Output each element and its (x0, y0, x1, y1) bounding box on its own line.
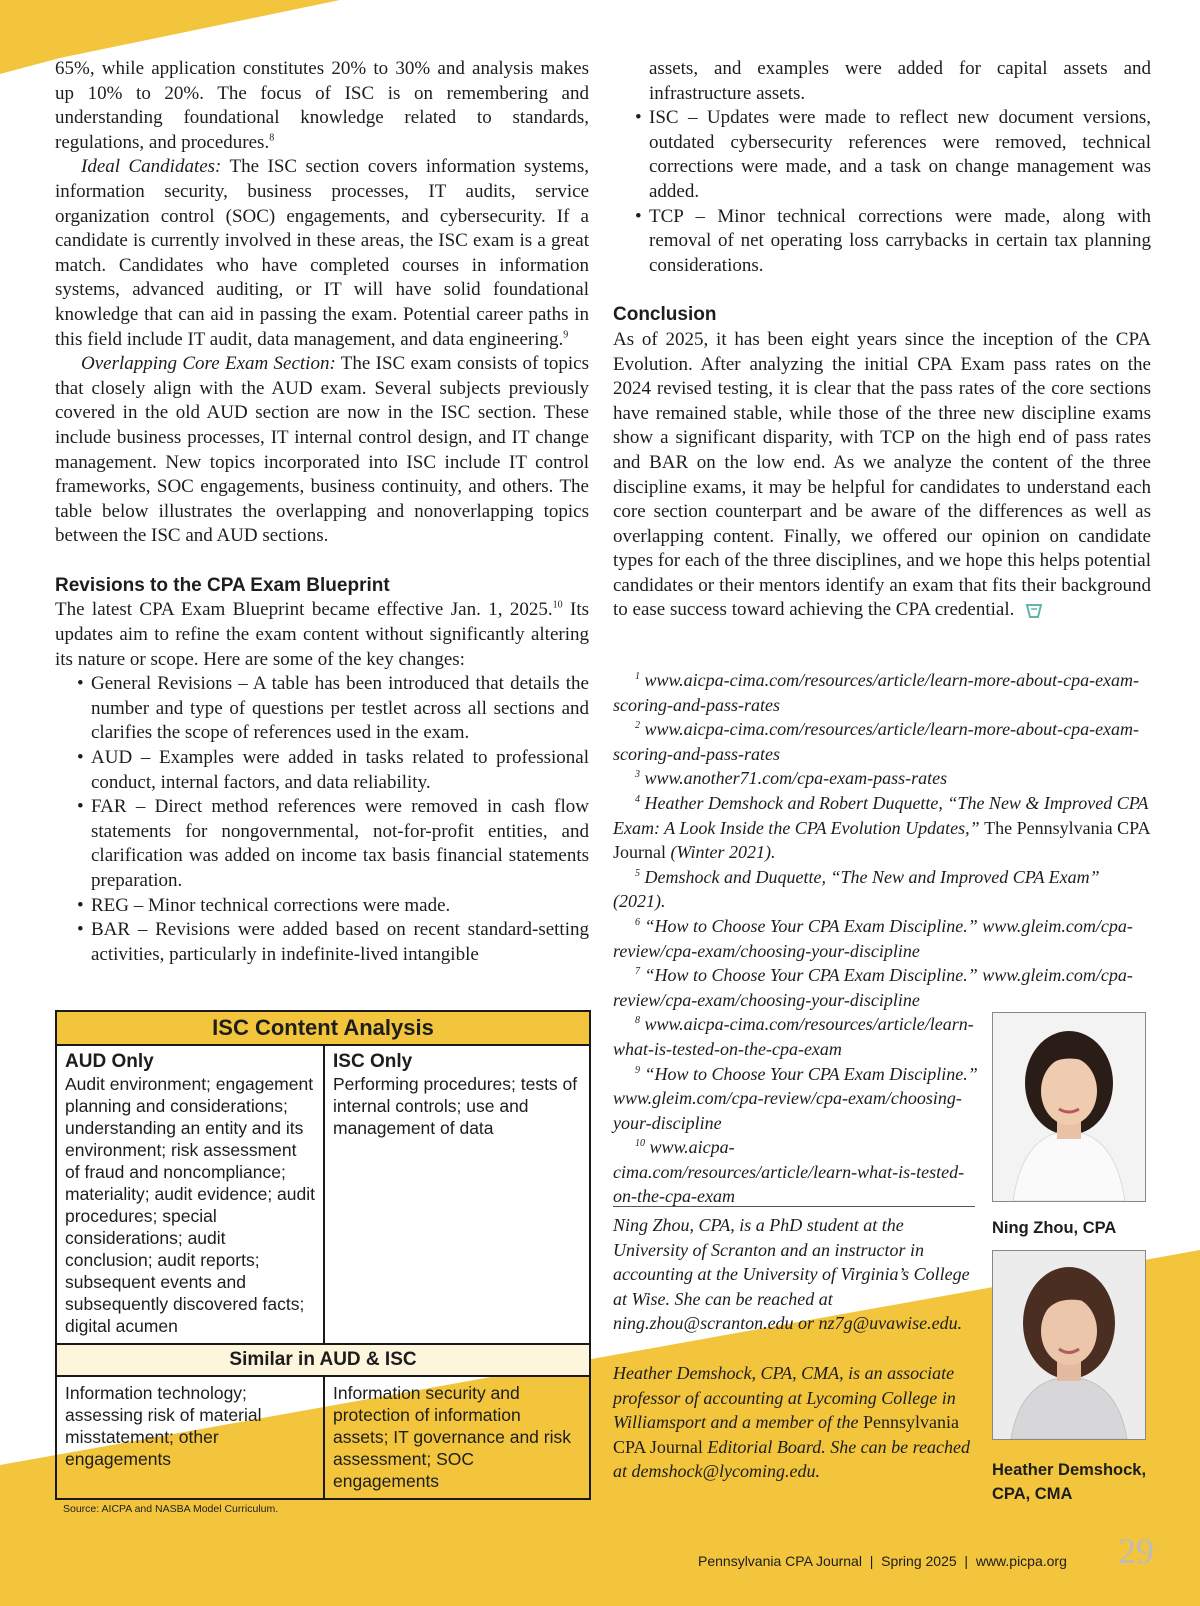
table-row-only (57, 1046, 589, 1343)
table-title: ISC Content Analysis (57, 1012, 589, 1046)
footnote-10: $^{10}$ www.aicpa-cima.com/resources/article/learn-what-is-tested-on-the-cpa-exam (613, 1137, 965, 1207)
table-head-aud-only: AUD Only (65, 1051, 154, 1072)
table-row-similar (57, 1377, 589, 1498)
bio-ning-zhou: Ning Zhou, CPA, is a PhD student at the University of Scranton and an instructor in accounting at the University of Virginia’s College at Wise. She can be reached at ning.zhou@scranton.edu or nz7g@uvawise.edu. (613, 1215, 970, 1334)
photo-heather-demshock (992, 1250, 1146, 1440)
footnote-3: $^3$ www.another71.com/cpa-exam-pass-rates (635, 768, 948, 789)
photo-caption-zhou: Ning Zhou, CPA (992, 1219, 1117, 1237)
footnote-9: $^9$ “How to Choose Your CPA Exam Discipline.” www.gleim.com/cpa-review/cpa-exam/choosing-your-discipline (613, 1063, 978, 1133)
heading-revisions: Revisions to the CPA Exam Blueprint (55, 574, 390, 596)
footnote-4: $^4$ Heather Demshock and Robert Duquette, “The New & Improved CPA Exam: A Look Inside the CPA Evolution Updates,” The Pennsylvania CPA Journal (Winter 2021). (613, 792, 1150, 863)
footnote-8: $^8$ www.aicpa-cima.com/resources/article/learn-what-is-tested-on-the-cpa-exam (613, 1014, 974, 1059)
bullet-far: • FAR – Direct method references were removed in cash flow statements for nongovernmental, not-for-profit entities, and clarification was added on income tax basis financial statements preparation. (55, 795, 589, 893)
table-cell-similar-left: Information technology; assessing risk of material misstatement; other engagements (65, 1383, 262, 1469)
bio-heather-demshock: Heather Demshock, CPA, CMA, is an associate professor of accounting at Lycoming College in Williamsport and a member of the Pennsylvania CPA Journal Editorial Board. She can be reached at demshock@lycoming.edu. (613, 1363, 970, 1482)
footnote-2: $^2$ www.aicpa-cima.com/resources/article/learn-more-about-cpa-exam-scoring-and-pass-rates (613, 719, 1140, 764)
bullet-bar: • BAR – Revisions were added based on recent standard-setting activities, particularly in indefinite-lived intangible (55, 918, 589, 967)
table-head-isc-only: ISC Only (333, 1051, 413, 1072)
bullet-general: • General Revisions – A table has been introduced that details the number and type of questions per testlet across all sections and clarifies the scope of references used in the exam. (55, 672, 589, 746)
isc-content-analysis-table (55, 1010, 591, 1500)
end-mark-icon (1025, 602, 1043, 620)
bullet-isc: • ISC – Updates were made to reflect new document versions, outdated cybersecurity references were removed, technical corrections were made, and a task on change management was added. (613, 106, 1151, 204)
table-cell-isc-only (323, 1046, 589, 1343)
paragraph-blueprint: The latest CPA Exam Blueprint became effective Jan. 1, 2025.10 Its updates aim to refine the exam content without significantly altering its nature or scope. Here are some of the key changes: (55, 599, 589, 670)
page-footer: Pennsylvania CPA Journal | Spring 2025 | www.picpa.org (698, 1553, 1067, 1569)
revision-bullet-list-continued (613, 106, 1151, 278)
table-cell-aud-only (57, 1046, 323, 1343)
bullet-tcp: • TCP – Minor technical corrections were made, along with removal of net operating loss carrybacks in certain tax planning considerations. (613, 205, 1151, 279)
revision-bullet-list (55, 672, 589, 967)
table-body-isc-only: Performing procedures; tests of internal controls; use and management of data (333, 1074, 578, 1138)
photo-caption-demshock: Heather Demshock, CPA, CMA (992, 1461, 1147, 1503)
table-cell-similar-right: Information security and protection of information assets; IT governance and risk assessment; SOC engagements (323, 1377, 589, 1498)
bio-divider (613, 1206, 975, 1207)
table-subheading-similar: Similar in AUD & ISC (57, 1343, 589, 1377)
heading-conclusion: Conclusion (613, 304, 717, 326)
bullet-aud: • AUD – Examples were added in tasks related to professional conduct, internal factors, and data reliability. (55, 746, 589, 795)
footnote-7: $^7$ “How to Choose Your CPA Exam Discipline.” www.gleim.com/cpa-review/cpa-exam/choosing-your-discipline (613, 965, 1133, 1010)
portrait-ning-zhou-image (993, 1013, 1145, 1201)
right-column (613, 57, 1151, 623)
paragraph-conclusion: As of 2025, it has been eight years since the inception of the CPA Evolution. After analyzing the initial CPA Exam pass rates on the 2024 revised testing, it is clear that the pass rates of the core sections have remained stable, while those of the three new discipline exams show a significant disparity, with TCP on the high end of pass rates and BAR on the low end. As we analyze the content of the three discipline exams, it may be helpful for candidates to understand each core section counterpart and be aware of the differences as well as overlapping content. Finally, we offered our opinion on candidate types for each of the three disciplines, and we hope this helps potential candidates or their mentors identify an exam that fits their background to ease success toward achieving the CPA credential. (613, 328, 1151, 621)
bullet-reg: • REG – Minor technical corrections were made. (55, 894, 589, 919)
page-number: 29 (1118, 1531, 1154, 1571)
paragraph-overlapping-core: Overlapping Core Exam Section: The ISC exam consists of topics that closely align with the AUD exam. Several subjects previously covered in the old AUD section are now in the ISC section. These include business processes, IT internal control design, and IT change management. New topics incorporated into ISC include IT control frameworks, SOC engagements, business continuity, and others. The table below illustrates the overlapping and nonoverlapping topics between the ISC and AUD sections. (55, 353, 589, 547)
footnote-1: $^1$ www.aicpa-cima.com/resources/article/learn-more-about-cpa-exam-scoring-and-pass-rates (613, 670, 1140, 715)
footnote-5: $^5$ Demshock and Duquette, “The New and Improved CPA Exam” (2021). (613, 866, 1100, 912)
table-body-aud-only: Audit environment; engagement planning and considerations; understanding an entity and its environment; risk assessment of fraud and noncompliance; materiality; audit evidence; audit procedures; special considerations; audit conclusion; audit reports; subsequent events and subsequently discovered facts; digital acumen (65, 1074, 315, 1336)
bullet-bar-continued: assets, and examples were added for capital assets and infrastructure assets. (649, 58, 1151, 104)
photo-ning-zhou (992, 1012, 1146, 1202)
table-source: Source: AICPA and NASBA Model Curriculum. (63, 1503, 279, 1515)
left-column (55, 57, 589, 967)
paragraph-ideal-candidates: Ideal Candidates: The ISC section covers information systems, information security, business processes, IT audits, service organization control (SOC) engagements, and cybersecurity. If a candidate is currently involved in these areas, the ISC exam is a great match. Candidates who have completed courses in information systems, advanced auditing, or IT will have solid foundational knowledge that can aid in passing the exam. Potential career paths in this field include IT audit, data management, and data engineering.$^9$ (55, 156, 589, 350)
portrait-heather-demshock-image (993, 1251, 1145, 1439)
paragraph-exam-weights: 65%, while application constitutes 20% to 30% and analysis makes up 10% to 20%. The focus of ISC is on remembering and understanding foundational knowledge related to standards, regulations, and procedures.$^8$ (55, 58, 589, 153)
footnote-6: $^6$ “How to Choose Your CPA Exam Discipline.” www.gleim.com/cpa-review/cpa-exam/choosing-your-discipline (613, 915, 1133, 961)
